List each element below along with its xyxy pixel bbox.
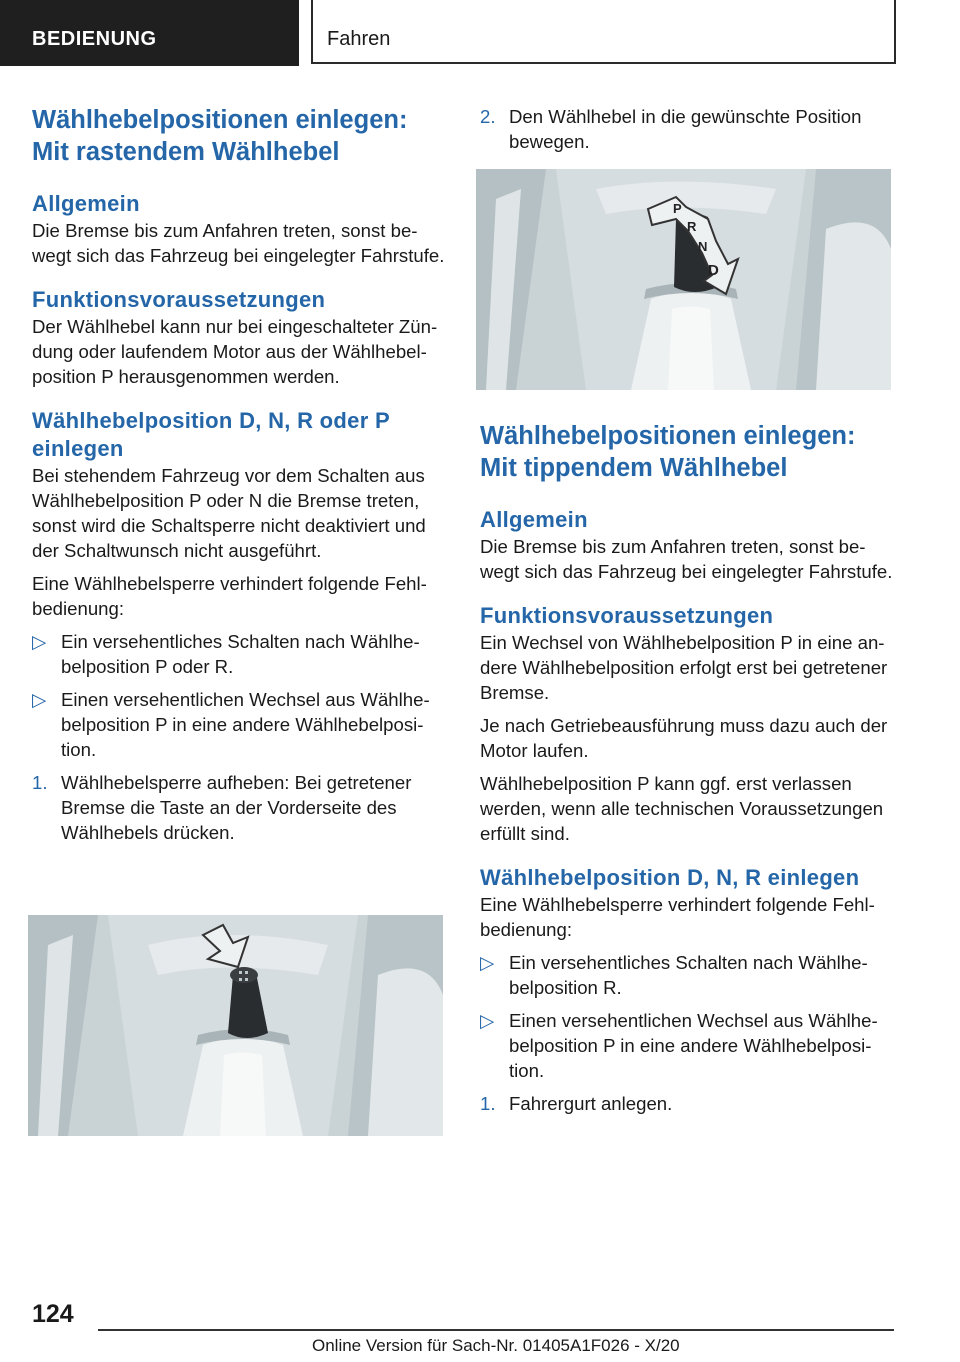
list-item: ▷ Einen versehentlichen Wechsel aus Wählhebelposition P in eine andere Wählhebelposition. — [32, 689, 430, 760]
left-column — [32, 104, 450, 845]
paragraph: Wählhebelposition P kann ggf. erst verlassen werden, wenn alle technischen Voraussetzungen erfüllt sind. — [480, 773, 884, 844]
shift-label-p: P — [673, 201, 682, 216]
heading-allgemein: Allgemein — [32, 191, 140, 216]
paragraph: Der Wählhebel kann nur bei eingeschalteter Zündung oder laufendem Motor aus der Wählhebelposition P herausgenommen werden. — [32, 316, 438, 387]
paragraph: Eine Wählhebelsperre verhindert folgende Fehlbedienung: — [32, 573, 427, 619]
right-column-top — [480, 104, 896, 154]
step-item: 1. Fahrergurt anlegen. — [480, 1093, 673, 1114]
right-column — [480, 420, 896, 1116]
heading-position-dnrp: Wählhebelposition D, N, R oder P einlegen — [32, 408, 390, 461]
step-number: 1. — [32, 772, 48, 793]
shift-pattern-illustration — [476, 169, 891, 390]
footer-divider — [98, 1329, 894, 1331]
footer-version-text: Online Version für Sach-Nr. 01405A1F026 - X/20 — [312, 1336, 680, 1355]
heading-position-dnr: Wählhebelposition D, N, R einlegen — [480, 865, 860, 890]
paragraph: Bei stehendem Fahrzeug vor dem Schalten aus Wählhebelposition P oder N die Bremse treten, sonst wird die Schaltsperre nicht deaktiviert und der Schaltwunsch nicht ausgeführt. — [32, 465, 426, 561]
shift-label-n: N — [698, 239, 708, 254]
heading-funktionsvoraussetzungen: Funktionsvoraussetzungen — [32, 287, 326, 312]
bullet-triangle-icon: ▷ — [480, 1010, 495, 1031]
paragraph: Eine Wählhebelsperre verhindert folgende Fehlbedienung: — [480, 894, 875, 940]
bullet-triangle-icon: ▷ — [32, 631, 47, 652]
chapter-label: Fahren — [327, 28, 391, 50]
paragraph: Je nach Getriebeausführung muss dazu auch der Motor laufen. — [480, 715, 888, 761]
step-number: 1. — [480, 1093, 496, 1114]
list-item: ▷ Ein versehentliches Schalten nach Wählhebelposition R. — [480, 952, 868, 998]
step-item: 1. Wählhebelsperre aufheben: Bei getretener Bremse die Taste an der Vorderseite des Wählhebels drücken. — [32, 772, 412, 843]
section-title-rastend: Wählhebelpositionen einlegen: Mit rastendem Wählhebel — [32, 106, 408, 166]
list-item: ▷ Einen versehentlichen Wechsel aus Wählhebelposition P in eine andere Wählhebelposition. — [480, 1010, 878, 1081]
gear-lever-button-illustration — [28, 915, 443, 1136]
bullet-triangle-icon: ▷ — [480, 952, 495, 973]
chapter-tab — [311, 0, 896, 64]
heading-funktionsvoraussetzungen: Funktionsvoraussetzungen — [480, 603, 774, 628]
paragraph: Ein Wechsel von Wählhebelposition P in eine andere Wählhebelposition erfolgt erst bei getretener Bremse. — [480, 632, 888, 703]
section-tab — [0, 0, 299, 66]
heading-allgemein: Allgemein — [480, 507, 588, 532]
step-number: 2. — [480, 106, 496, 127]
shift-label-r: R — [687, 219, 697, 234]
section-title-tippend: Wählhebelpositionen einlegen: Mit tippendem Wählhebel — [480, 422, 856, 482]
page-number: 124 — [32, 1300, 74, 1328]
paragraph: Die Bremse bis zum Anfahren treten, sonst bewegt sich das Fahrzeug bei eingelegter Fahrstufe. — [32, 220, 445, 266]
paragraph: Die Bremse bis zum Anfahren treten, sonst bewegt sich das Fahrzeug bei eingelegter Fahrstufe. — [480, 536, 893, 582]
bullet-triangle-icon: ▷ — [32, 689, 47, 710]
shift-label-d: D — [708, 262, 719, 279]
section-label: BEDIENUNG — [32, 28, 157, 50]
step-item: 2. Den Wählhebel in die gewünschte Position bewegen. — [480, 106, 862, 152]
list-item: ▷ Ein versehentliches Schalten nach Wählhebelposition P oder R. — [32, 631, 420, 677]
